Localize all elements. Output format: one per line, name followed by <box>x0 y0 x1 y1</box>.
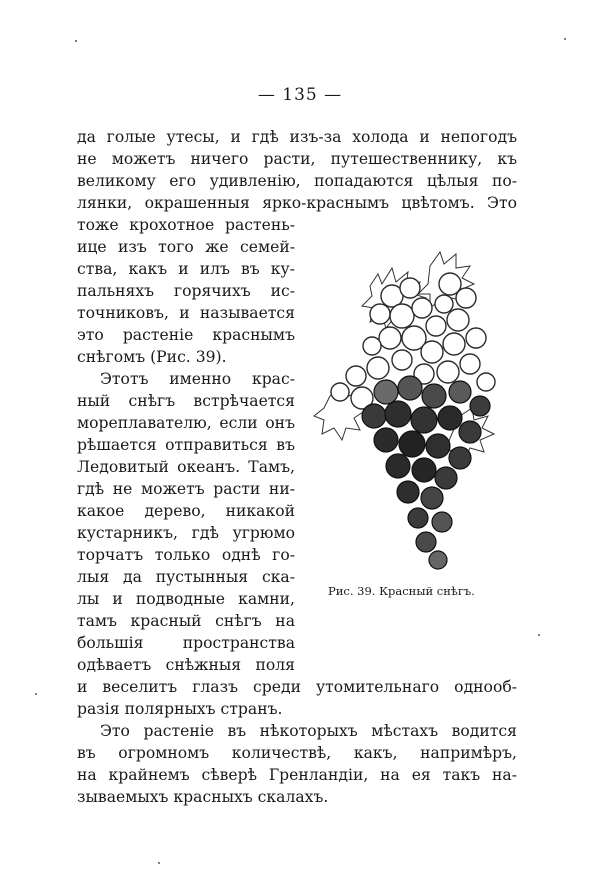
text-line: ице изъ того же семей- <box>77 238 295 256</box>
text-line: тоже крохотное растень- <box>77 216 295 234</box>
text-line: разія полярныхъ странъ. <box>77 700 283 718</box>
text-line: великому его удивленію, попадаются цѣлыя по- <box>77 172 517 190</box>
text-line: большія пространства <box>77 634 295 652</box>
text-line: лы и подводные камни, <box>77 590 295 608</box>
text-line: тамъ красный снѣгъ на <box>77 612 295 630</box>
dark-cells <box>362 376 490 569</box>
text-line: Это растеніе въ нѣкоторыхъ мѣстахъ водится <box>100 722 517 740</box>
text-line: въ огромномъ количествѣ, какъ, напримѣръ, <box>77 744 517 762</box>
text-line: торчатъ только однѣ го- <box>77 546 295 564</box>
print-speck <box>538 634 540 636</box>
text-line: снѣгомъ (Рис. 39). <box>77 348 227 366</box>
text-line: лянки, окрашенныя ярко-краснымъ цвѣтомъ. Это <box>77 194 517 212</box>
text-line: мореплавателю, если онъ <box>77 414 295 432</box>
text-line: ный снѣгъ встрѣчается <box>77 392 295 410</box>
text-line: кустарникъ, гдѣ угрюмо <box>77 524 295 542</box>
print-speck <box>35 693 37 695</box>
text-line: Этотъ именно крас- <box>100 370 295 388</box>
text-line: точниковъ, и называется <box>77 304 295 322</box>
text-line: рѣшается отправиться въ <box>77 436 295 454</box>
text-line: одѣваетъ снѣжныя поля <box>77 656 295 674</box>
text-line: гдѣ не можетъ расти ни- <box>77 480 295 498</box>
figure-caption: Рис. 39. Красный снѣгъ. <box>328 584 475 598</box>
text-line: на крайнемъ сѣверѣ Гренландіи, на ея такъ на- <box>77 766 517 784</box>
print-speck <box>158 862 160 864</box>
text-line: зываемыхъ красныхъ скалахъ. <box>77 788 329 806</box>
text-line: лыя да пустынныя ска- <box>77 568 295 586</box>
text-line: и веселитъ глазъ среди утомительнаго однооб- <box>77 678 517 696</box>
text-line: это растеніе краснымъ <box>77 326 295 344</box>
text-line: да голые утесы, и гдѣ изъ-за холода и непогодъ <box>77 128 517 146</box>
text-line: Ледовитый океанъ. Тамъ, <box>77 458 295 476</box>
red-snow-illustration <box>310 226 510 576</box>
print-speck <box>564 38 566 40</box>
text-line: какое дерево, никакой <box>77 502 295 520</box>
text-line: не можетъ ничего расти, путешественнику, къ <box>77 150 517 168</box>
page-number: — 135 — <box>257 85 343 105</box>
print-speck <box>75 40 77 42</box>
text-line: пальняхъ горячихъ ис- <box>77 282 295 300</box>
text-line: ства, какъ и илъ въ ку- <box>77 260 295 278</box>
